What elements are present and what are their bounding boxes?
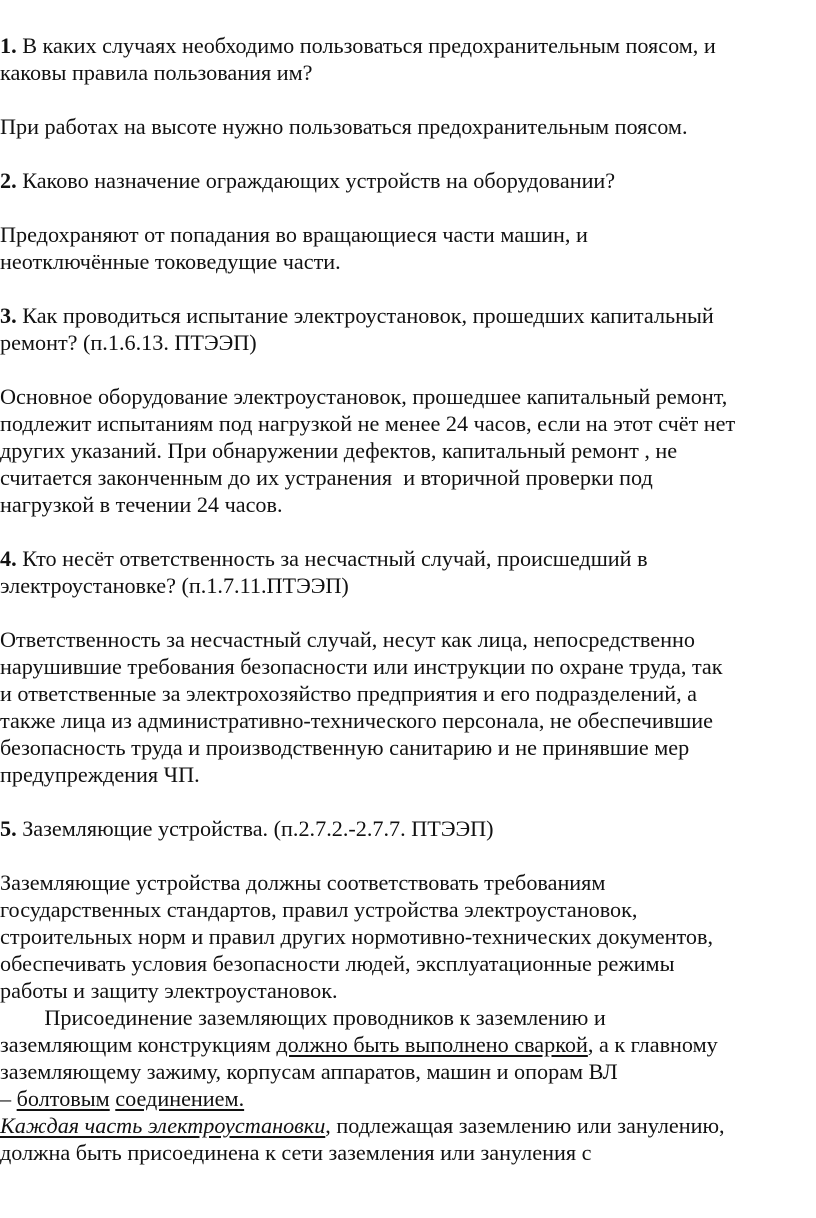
answer-5-line-5: работы и защиту электроустановок. [0,978,338,1003]
answer-4-line-3: и ответственные за электрохозяйство предприятия и его подразделений, а [0,681,698,706]
text-run: , а к главному [587,1032,718,1057]
answer-4-line-5: безопасность труда и производственную санитарию и не принявшие мер [0,735,690,760]
question-text: Как проводиться испытание электроустановок, прошедших капитальный [16,303,714,328]
paragraph-3-line-2: должна быть присоединена к сети заземления или зануления с [0,1140,592,1165]
answer-4-line-1: Ответственность за несчастный случай, несут как лица, непосредственно [0,627,695,652]
question-3-cont: ремонт? (п.1.6.13. ПТЭЭП) [0,330,257,355]
answer-3-line-2: подлежит испытаниям под нагрузкой не менее 24 часов, если на этот счёт нет [0,411,736,436]
answer-4-line-6: предупреждения ЧП. [0,762,200,787]
underlined-text: соединением. [115,1086,245,1111]
answer-5-line-4: обеспечивать условия безопасности людей, эксплуатационные режимы [0,951,675,976]
underlined-italic-text: Каждая часть электроустановки [0,1113,326,1138]
answer-4-line-4: также лица из административно-технического персонала, не обеспечившие [0,708,714,733]
answer-2-line-2: неотключённые токоведущие части. [0,249,341,274]
paragraph-3-line-1 [0,1113,725,1140]
paragraph-2-line-3: заземляющему зажиму, корпусам аппаратов, машин и опорам ВЛ [0,1059,618,1084]
answer-2-line-1: Предохраняют от попадания во вращающиеся части машин, и [0,222,588,247]
answer-5-line-3: строительных норм и правил других нормотивно-технических документов, [0,924,714,949]
text-run: , подлежащая заземлению или занулению, [325,1113,725,1138]
question-3 [0,303,714,330]
question-number: 1. [0,33,17,58]
question-text: Заземляющие устройства. (п.2.7.2.-2.7.7. ПТЭЭП) [16,816,494,841]
question-number: 3. [0,303,17,328]
question-text: В каких случаях необходимо пользоваться предохранительным поясом, и [16,33,716,58]
question-number: 4. [0,546,17,571]
paragraph-2-line-4 [0,1086,244,1113]
answer-5-line-1: Заземляющие устройства должны соответствовать требованиям [0,870,606,895]
answer-3-line-1: Основное оборудование электроустановок, прошедшее капитальный ремонт, [0,384,728,409]
text-run: – [0,1086,17,1111]
answer-5-line-2: государственных стандартов, правил устройства электроустановок, [0,897,638,922]
question-1 [0,33,716,60]
question-number: 5. [0,816,17,841]
paragraph-2-line-2 [0,1032,718,1059]
text-run: заземляющим конструкциям [0,1032,277,1057]
underlined-text: болтовым [16,1086,110,1111]
question-5 [0,816,494,843]
answer-3-line-5: нагрузкой в течении 24 часов. [0,492,283,517]
answer-1: При работах на высоте нужно пользоваться предохранительным поясом. [0,114,688,139]
question-text: Каково назначение ограждающих устройств на оборудовании? [16,168,616,193]
question-number: 2. [0,168,17,193]
paragraph-2-line-1: Присоединение заземляющих проводников к заземлению и [0,1005,606,1030]
answer-3-line-3: других указаний. При обнаружении дефектов, капитальный ремонт , не [0,438,678,463]
question-2 [0,168,615,195]
question-1-cont: каковы правила пользования им? [0,60,313,85]
question-text: Кто несёт ответственность за несчастный случай, происшедший в [16,546,648,571]
question-4-cont: электроустановке? (п.1.7.11.ПТЭЭП) [0,573,349,598]
answer-4-line-2: нарушившие требования безопасности или инструкции по охране труда, так [0,654,723,679]
answer-3-line-4: считается законченным до их устранения и вторичной проверки под [0,465,653,490]
underlined-text: должно быть выполнено сваркой [276,1032,588,1057]
question-4 [0,546,648,573]
